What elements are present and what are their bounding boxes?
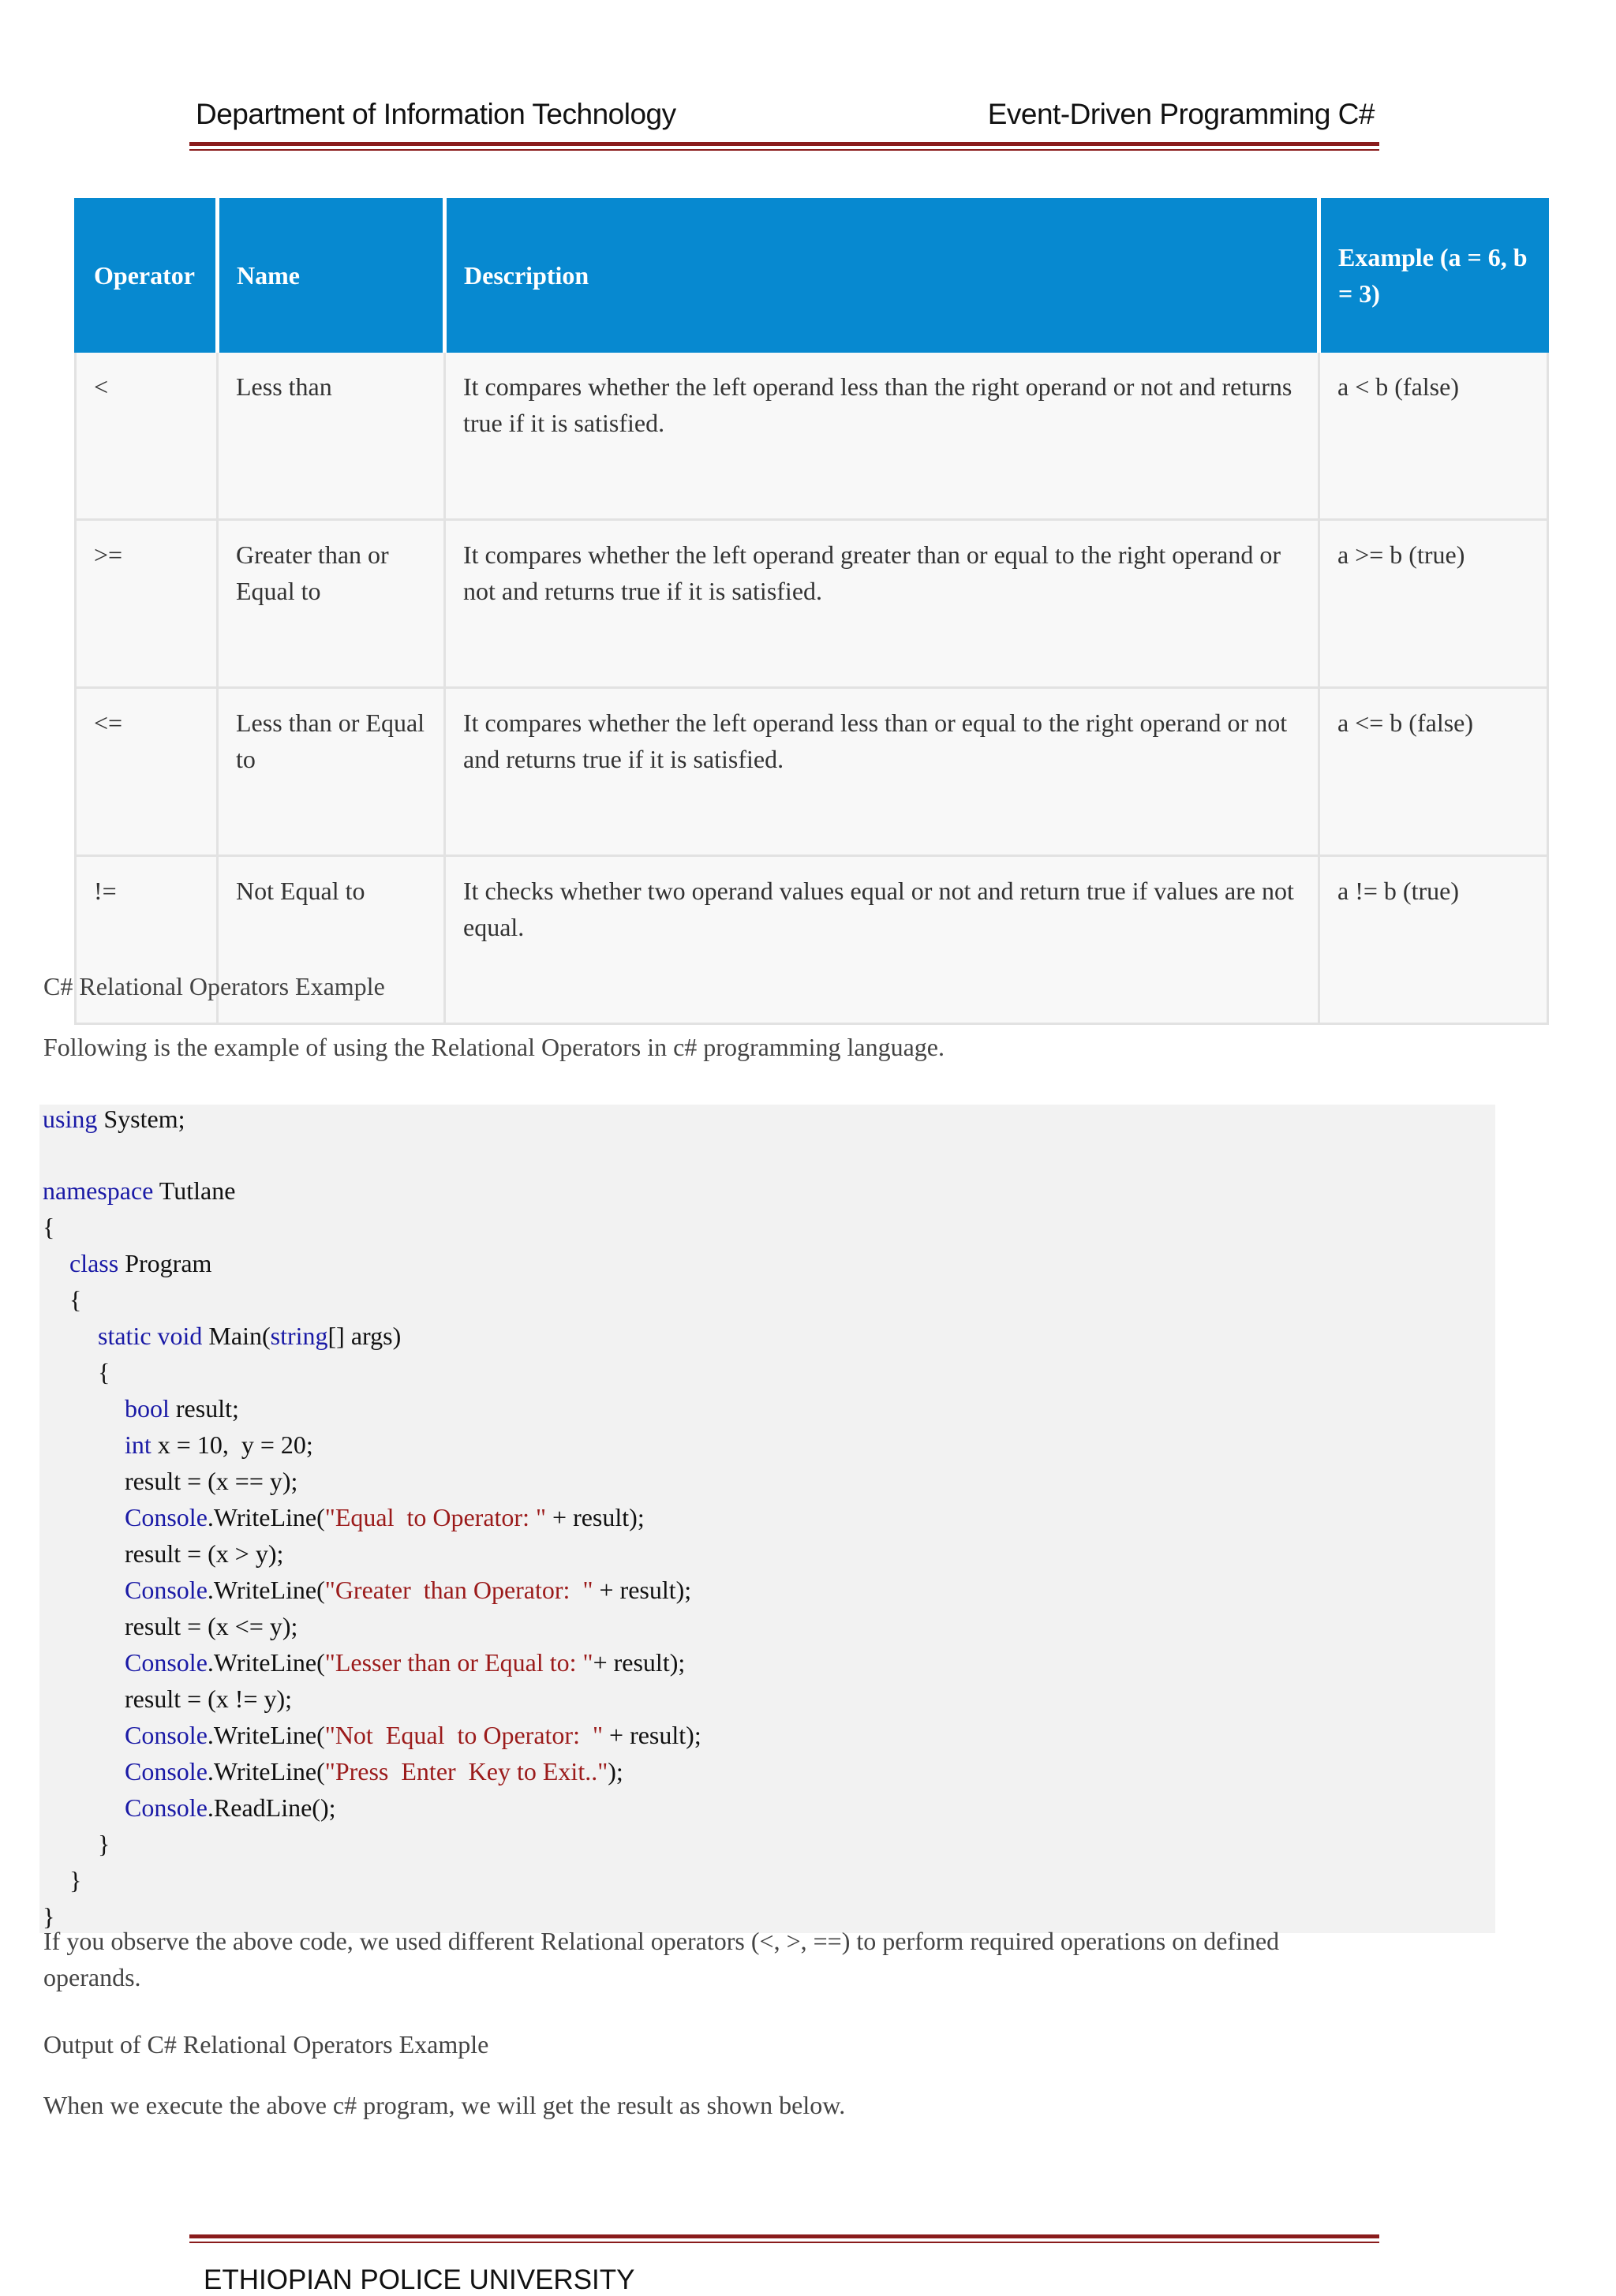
- code-text: + result);: [593, 1576, 692, 1604]
- code-line: }: [98, 1830, 110, 1858]
- code-keyword: Console: [125, 1648, 208, 1677]
- code-keyword: using: [43, 1105, 98, 1133]
- code-keyword: namespace: [43, 1176, 154, 1205]
- code-string: "Lesser than or Equal to: ": [324, 1648, 593, 1677]
- cell-description: It compares whether the left operand less than or equal to the right operand or not and returns true if it is satisfied.: [445, 688, 1319, 856]
- cell-description: It checks whether two operand values equal or not and return true if values are not equal.: [445, 856, 1319, 1024]
- code-line: [43, 1176, 235, 1206]
- code-line: [125, 1394, 239, 1423]
- cell-operator: !=: [76, 856, 218, 1024]
- code-line: [43, 1105, 185, 1134]
- code-text: result;: [169, 1394, 239, 1423]
- code-text: + result);: [546, 1503, 645, 1531]
- code-text: x = 10, y = 20;: [151, 1430, 313, 1459]
- code-keyword: Console: [125, 1793, 208, 1822]
- footer-university: ETHIOPIAN POLICE UNIVERSITY: [204, 2264, 635, 2295]
- code-line: [125, 1721, 701, 1750]
- code-text: + result);: [593, 1648, 686, 1677]
- output-title: Output of C# Relational Operators Example: [43, 2030, 489, 2059]
- header-rule: [189, 142, 1379, 146]
- code-line: result = (x > y);: [125, 1539, 284, 1568]
- code-line: [125, 1503, 645, 1532]
- cell-name: Less than: [218, 352, 445, 520]
- cell-description: It compares whether the left operand less than the right operand or not and returns true if it is satisfied.: [445, 352, 1319, 520]
- code-text: [] args): [327, 1322, 402, 1350]
- cell-operator: >=: [76, 520, 218, 688]
- table-row: [76, 520, 1548, 688]
- code-string: "Not Equal to Operator: ": [324, 1721, 604, 1749]
- table-header-row: [76, 200, 1548, 352]
- code-text: );: [608, 1757, 623, 1786]
- code-text: .WriteLine(: [207, 1503, 325, 1531]
- code-keyword: int: [125, 1430, 152, 1459]
- code-keyword: bool: [125, 1394, 170, 1423]
- cell-example: a <= b (false): [1319, 688, 1548, 856]
- cell-description: It compares whether the left operand greater than or equal to the right operand or not and returns true if it is satisfied.: [445, 520, 1319, 688]
- col-operator: Operator: [76, 200, 218, 352]
- code-line: }: [69, 1866, 82, 1894]
- code-line: [125, 1793, 335, 1823]
- code-line: [98, 1322, 401, 1351]
- footer-rule-thin: [189, 2242, 1379, 2243]
- code-text: .WriteLine(: [207, 1576, 325, 1604]
- code-line: result = (x != y);: [125, 1685, 293, 1713]
- code-text: .WriteLine(: [207, 1648, 325, 1677]
- code-keyword: class: [69, 1249, 119, 1277]
- explanation-line-2: operands.: [43, 1963, 141, 1991]
- header-department: Department of Information Technology: [196, 98, 676, 130]
- table-row: [76, 352, 1548, 520]
- code-block: [39, 1105, 1495, 1933]
- code-line: [125, 1430, 313, 1460]
- code-text: + result);: [603, 1721, 701, 1749]
- code-line: result = (x <= y);: [125, 1612, 298, 1640]
- code-string: "Equal to Operator: ": [324, 1503, 547, 1531]
- page-header: [196, 98, 1375, 142]
- code-text: .WriteLine(: [207, 1757, 325, 1786]
- code-string: "Greater than Operator: ": [324, 1576, 593, 1604]
- cell-example: a != b (true): [1319, 856, 1548, 1024]
- operators-table: [74, 198, 1549, 1025]
- code-line: result = (x == y);: [125, 1467, 298, 1495]
- footer-rule: [189, 2234, 1379, 2238]
- code-text: Main(: [202, 1322, 271, 1350]
- code-keyword: static void: [98, 1322, 203, 1350]
- code-keyword: Console: [125, 1721, 208, 1749]
- code-keyword: Console: [125, 1757, 208, 1786]
- code-line: {: [43, 1213, 55, 1241]
- code-text: Program: [118, 1249, 212, 1277]
- code-text: Tutlane: [153, 1176, 236, 1205]
- code-line: [125, 1576, 691, 1605]
- code-line: [125, 1648, 685, 1677]
- code-line: {: [98, 1358, 110, 1386]
- code-line: [125, 1757, 623, 1786]
- section-intro: Following is the example of using the Relational Operators in c# programming language.: [43, 1033, 945, 1061]
- code-keyword: string: [270, 1322, 328, 1350]
- table-row: [76, 688, 1548, 856]
- code-text: .ReadLine();: [207, 1793, 336, 1822]
- cell-operator: <: [76, 352, 218, 520]
- code-line: {: [69, 1285, 82, 1314]
- output-text: When we execute the above c# program, we will get the result as shown below.: [43, 2091, 846, 2119]
- cell-example: a >= b (true): [1319, 520, 1548, 688]
- cell-name: Less than or Equal to: [218, 688, 445, 856]
- code-keyword: Console: [125, 1576, 208, 1604]
- code-keyword: Console: [125, 1503, 208, 1531]
- col-name: Name: [218, 200, 445, 352]
- header-rule-thin: [189, 149, 1379, 151]
- section-title: C# Relational Operators Example: [43, 972, 385, 1000]
- code-text: System;: [97, 1105, 185, 1133]
- code-string: "Press Enter Key to Exit..": [324, 1757, 608, 1786]
- code-line: }: [43, 1902, 55, 1931]
- cell-name: Not Equal to: [218, 856, 445, 1024]
- cell-name: Greater than or Equal to: [218, 520, 445, 688]
- code-line: [69, 1249, 211, 1278]
- header-course: Event-Driven Programming C#: [987, 98, 1375, 130]
- code-text: .WriteLine(: [207, 1721, 325, 1749]
- cell-operator: <=: [76, 688, 218, 856]
- explanation-line-1: If you observe the above code, we used different Relational operators (<, >, ==) to perform required operations on defined: [43, 1927, 1280, 1955]
- cell-example: a < b (false): [1319, 352, 1548, 520]
- col-description: Description: [445, 200, 1319, 352]
- col-example: Example (a = 6, b = 3): [1319, 200, 1548, 352]
